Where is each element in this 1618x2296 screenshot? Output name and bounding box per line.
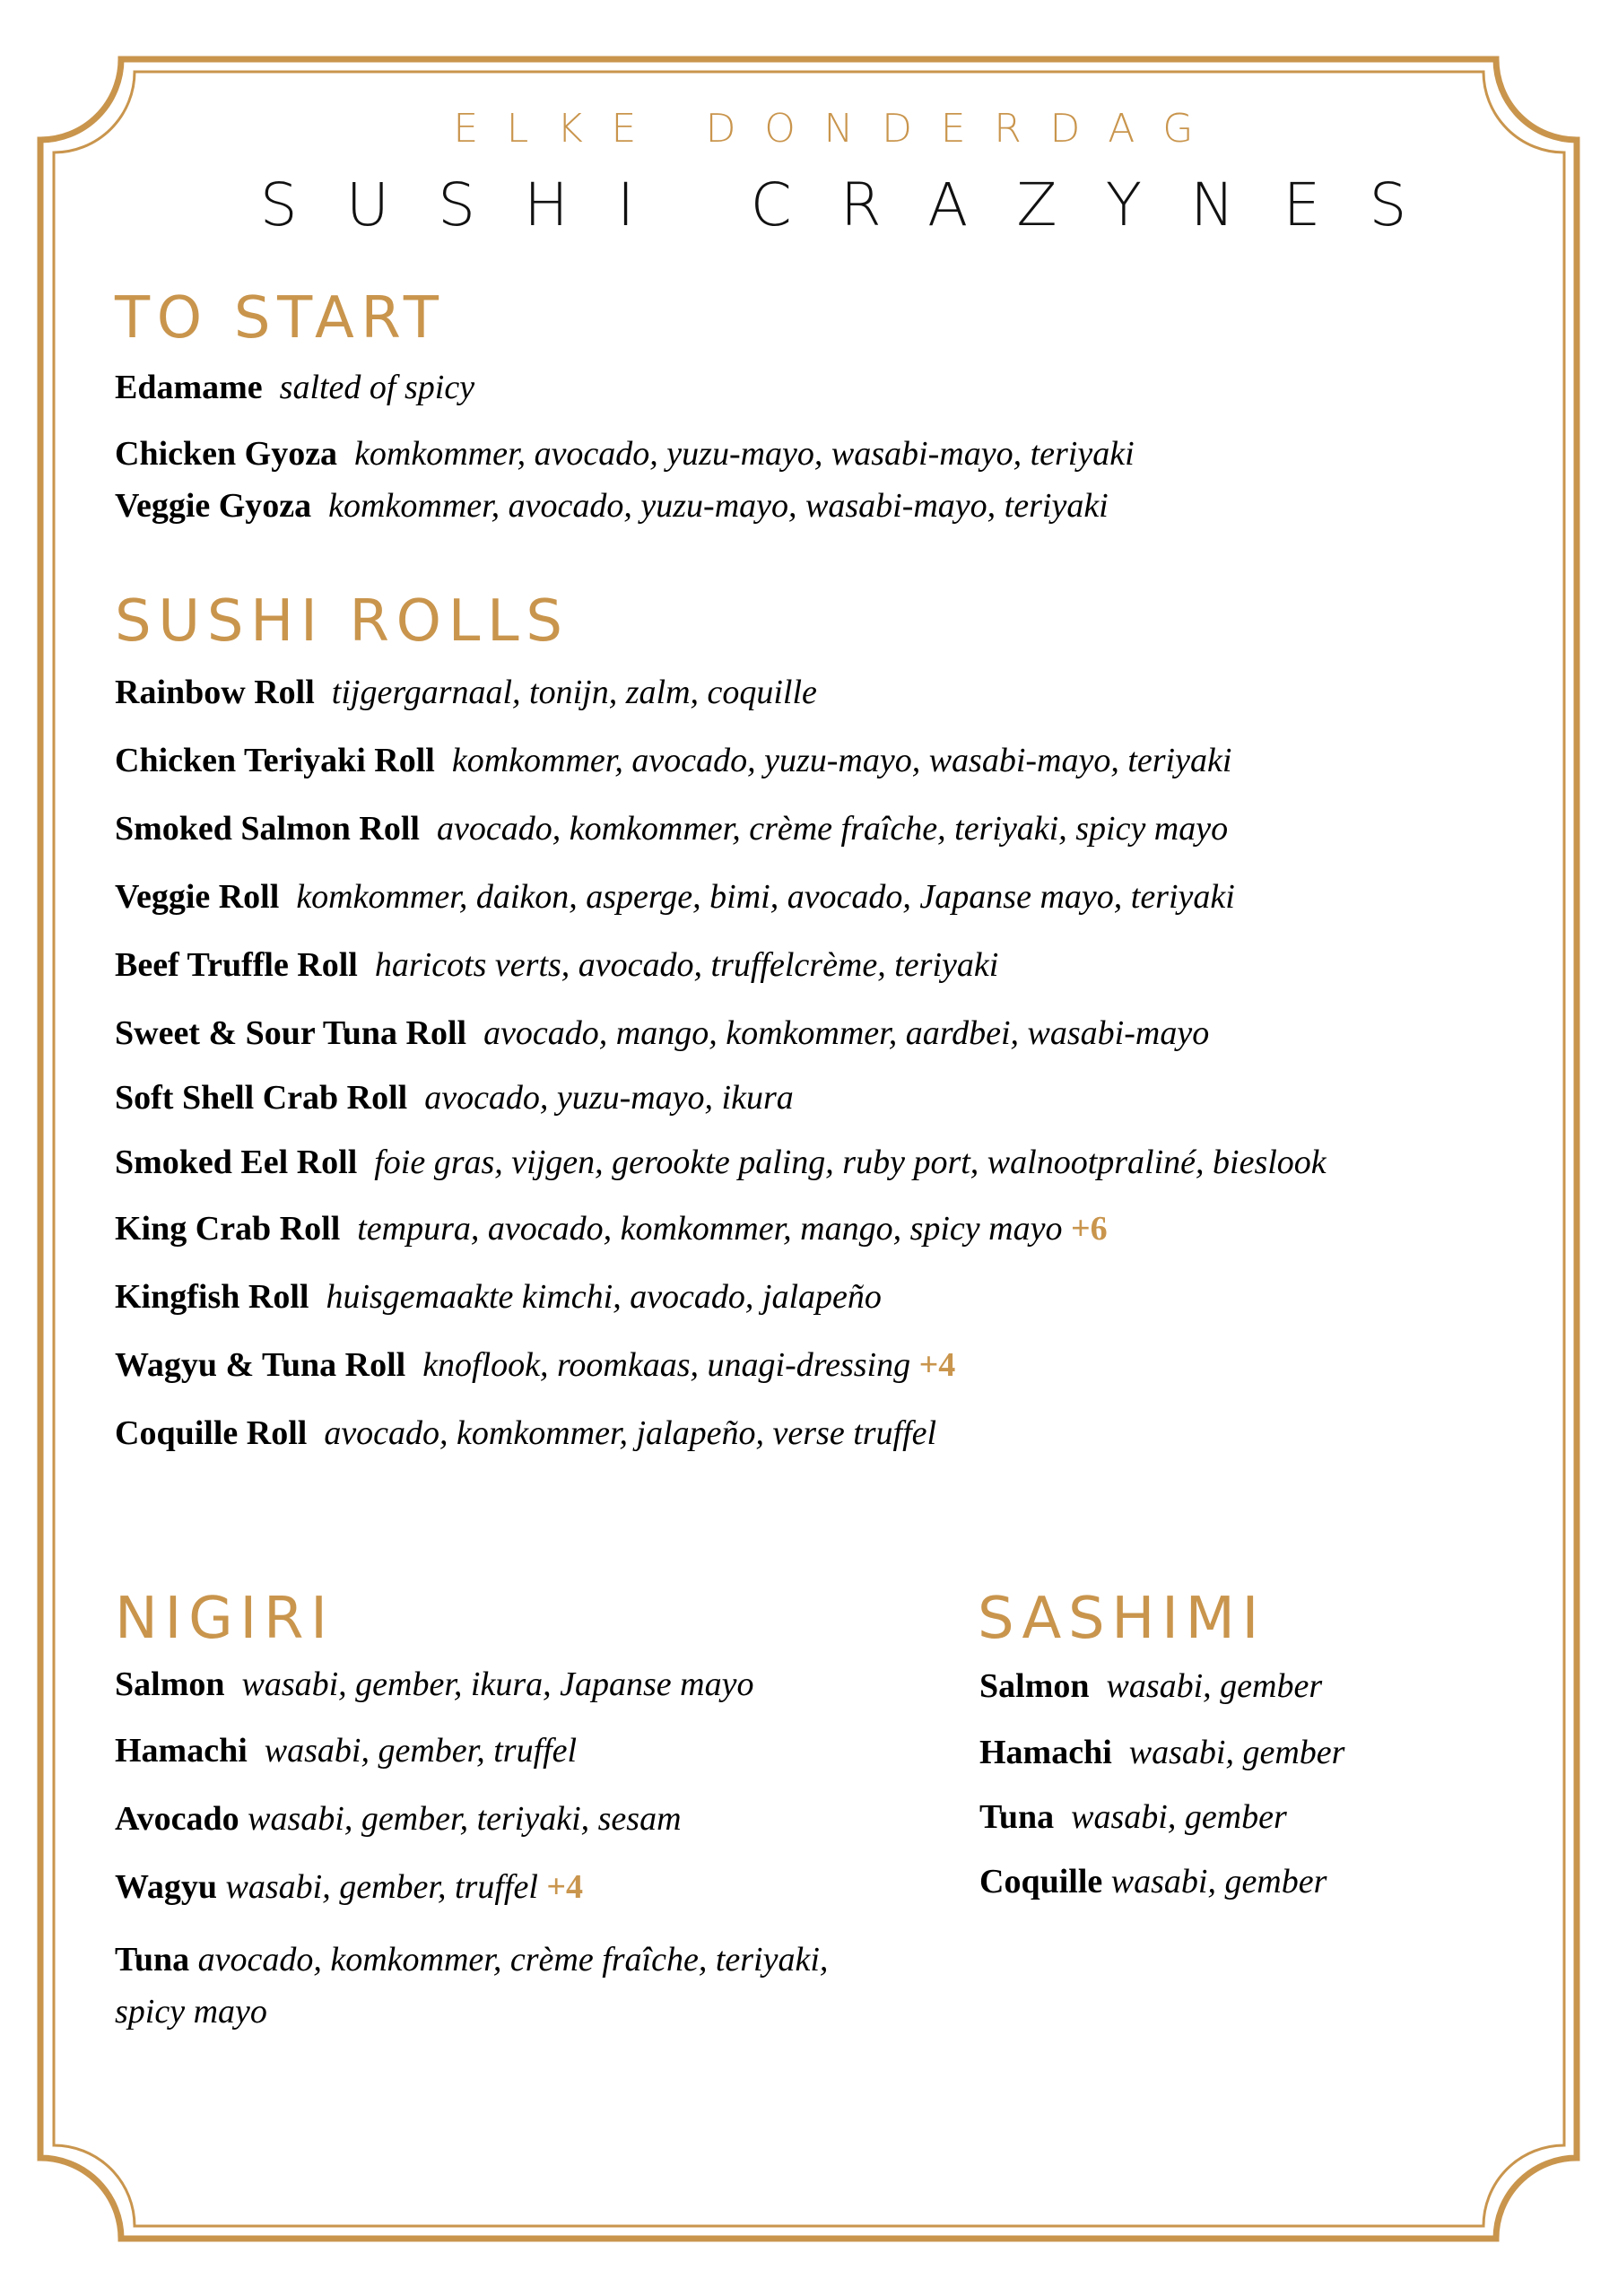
item-description: tijgergarnaal, tonijn, zalm, coquille	[331, 674, 817, 711]
item-name: Coquille	[979, 1863, 1103, 1900]
item-description: avocado, mango, komkommer, aardbei, wasabi-mayo	[483, 1014, 1210, 1052]
item-name: Rainbow Roll	[115, 674, 315, 711]
section-title-sashimi: SASHIMI	[978, 1586, 1266, 1652]
item-description: komkommer, avocado, yuzu-mayo, wasabi-mayo, teriyaki	[328, 487, 1109, 525]
item-description: avocado, komkommer, jalapeño, verse truffel	[324, 1414, 937, 1452]
page-title: SUSHI CRAZYNES	[259, 170, 1456, 239]
item-description: wasabi, gember	[1106, 1667, 1323, 1705]
item-description: haricots verts, avocado, truffelcrème, teriyaki	[374, 946, 999, 984]
item-description: wasabi, gember, truffel	[225, 1868, 538, 1906]
supplement-badge: +4	[918, 1346, 956, 1384]
item-description: wasabi, gember	[1128, 1734, 1345, 1771]
menu-item-nigiri-hamachi	[115, 1729, 577, 1772]
item-name: Smoked Salmon Roll	[115, 810, 420, 848]
item-name: Chicken Teriyaki Roll	[115, 742, 435, 779]
item-name: Beef Truffle Roll	[115, 946, 358, 984]
item-description: wasabi, gember	[1071, 1798, 1287, 1836]
item-name: Hamachi	[979, 1734, 1112, 1771]
item-description: avocado, komkommer, crème fraîche, teriyaki, spicy mayo	[436, 810, 1229, 848]
item-description: foie gras, vijgen, gerookte paling, ruby port, walnootpraliné, bieslook	[374, 1144, 1327, 1181]
menu-item-king-crab-roll	[115, 1207, 1108, 1250]
item-description: wasabi, gember, truffel	[264, 1732, 578, 1770]
item-description: knoflook, roomkaas, unagi-dressing	[422, 1346, 911, 1384]
item-name: Soft Shell Crab Roll	[115, 1079, 408, 1117]
item-name: Coquille Roll	[115, 1414, 308, 1452]
menu-item-wagyu-tuna-roll	[115, 1344, 955, 1387]
menu-item-coquille-roll	[115, 1412, 936, 1455]
menu-item-chicken-gyoza	[115, 432, 1135, 475]
item-description: salted of spicy	[279, 369, 475, 406]
menu-item-rainbow-roll	[115, 671, 817, 714]
menu-item-edamame	[115, 366, 474, 409]
menu-item-veggie-roll	[115, 875, 1235, 918]
menu-item-sashimi-coquille	[979, 1860, 1327, 1903]
item-name: Edamame	[115, 369, 263, 406]
item-name: Hamachi	[115, 1732, 248, 1770]
menu-item-nigiri-salmon	[115, 1663, 753, 1706]
item-description: komkommer, daikon, asperge, bimi, avocado, Japanse mayo, teriyaki	[296, 878, 1235, 916]
menu-item-veggie-gyoza	[115, 484, 1109, 527]
item-description: avocado, komkommer, crème fraîche, teriyaki, spicy mayo	[115, 1941, 829, 2031]
item-name: Salmon	[979, 1667, 1090, 1705]
item-name: Salmon	[115, 1665, 225, 1703]
item-description: avocado, yuzu-mayo, ikura	[424, 1079, 794, 1117]
supplement-badge: +4	[546, 1868, 584, 1906]
item-description: huisgemaakte kimchi, avocado, jalapeño	[326, 1278, 882, 1316]
item-name: Smoked Eel Roll	[115, 1144, 358, 1181]
item-description: wasabi, gember	[1110, 1863, 1327, 1900]
item-name: Tuna	[115, 1941, 190, 1979]
item-name: Avocado	[115, 1800, 239, 1838]
menu-item-smoked-eel-roll	[115, 1141, 1327, 1184]
menu-item-smoked-salmon-roll	[115, 807, 1228, 850]
item-name: King Crab Roll	[115, 1210, 341, 1248]
item-name: Veggie Roll	[115, 878, 280, 916]
item-description: tempura, avocado, komkommer, mango, spicy mayo	[357, 1210, 1063, 1248]
section-title-to-start: TO START	[115, 285, 446, 352]
item-description: komkommer, avocado, yuzu-mayo, wasabi-mayo, teriyaki	[451, 742, 1232, 779]
menu-item-sashimi-hamachi	[979, 1731, 1344, 1774]
menu-item-nigiri-wagyu	[115, 1866, 583, 1909]
menu-item-nigiri-avocado	[115, 1797, 682, 1840]
menu-item-soft-shell-crab-roll	[115, 1076, 794, 1119]
section-title-nigiri: NIGIRI	[115, 1586, 335, 1652]
item-description: wasabi, gember, teriyaki, sesam	[248, 1800, 682, 1838]
menu-item-sashimi-salmon	[979, 1665, 1322, 1708]
item-description: komkommer, avocado, yuzu-mayo, wasabi-mayo, teriyaki	[354, 435, 1135, 473]
menu-item-beef-truffle-roll	[115, 944, 998, 987]
menu-item-sweet-sour-tuna-roll	[115, 1012, 1209, 1055]
menu-item-chicken-teriyaki-roll	[115, 739, 1231, 782]
item-name: Kingfish Roll	[115, 1278, 309, 1316]
section-title-sushi-rolls: SUSHI ROLLS	[115, 588, 570, 655]
menu-item-sashimi-tuna	[979, 1796, 1287, 1839]
supplement-badge: +6	[1070, 1210, 1108, 1248]
menu-item-kingfish-roll	[115, 1275, 882, 1318]
item-name: Chicken Gyoza	[115, 435, 338, 473]
header-kicker: ELKE DONDERDAG	[453, 106, 1222, 152]
item-name: Sweet & Sour Tuna Roll	[115, 1014, 467, 1052]
item-name: Wagyu & Tuna Roll	[115, 1346, 406, 1384]
item-name: Veggie Gyoza	[115, 487, 312, 525]
item-name: Tuna	[979, 1798, 1055, 1836]
menu-item-nigiri-tuna	[115, 1934, 832, 2038]
item-name: Wagyu	[115, 1868, 218, 1906]
item-description: wasabi, gember, ikura, Japanse mayo	[241, 1665, 754, 1703]
